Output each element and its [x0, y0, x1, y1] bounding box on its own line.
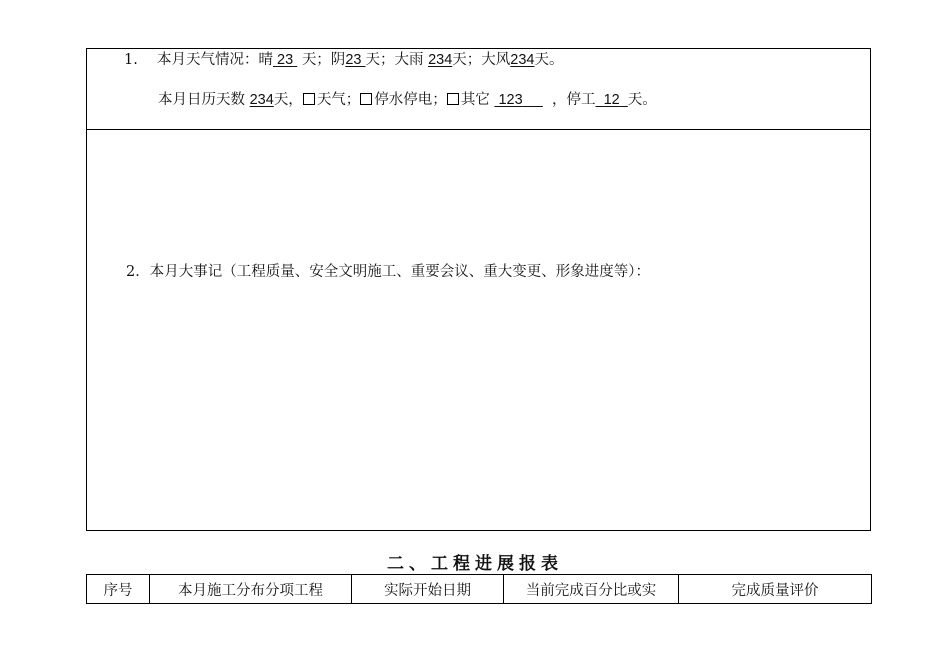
- other-checkbox-label: 其它: [460, 92, 490, 108]
- weather-wind-label: 天；大风: [452, 52, 511, 68]
- cloudy-days-value[interactable]: 23: [345, 52, 362, 68]
- weather-rain-label: 天；大雨: [365, 52, 424, 68]
- progress-section-title: 二、工程进展报表: [387, 554, 563, 574]
- column-header-completion: 当前完成百分比或实: [504, 575, 679, 604]
- calendar-after-days-label: 天，: [273, 92, 303, 108]
- weather-line: [124, 51, 564, 69]
- weather-sunny-label: 本月天气情况：晴: [157, 52, 273, 68]
- outage-checkbox[interactable]: [360, 93, 372, 105]
- stop-work-end-label: 天。: [627, 92, 657, 108]
- sunny-days-value[interactable]: 23: [277, 52, 294, 68]
- column-header-serial: 序号: [87, 575, 150, 604]
- weather-end-label: 天。: [534, 52, 564, 68]
- progress-table-header-row: [87, 575, 872, 604]
- column-header-quality: 完成质量评价: [679, 575, 872, 604]
- events-label: 2．本月大事记（工程质量、安全文明施工、重要会议、重大变更、形象进度等）：: [126, 264, 650, 280]
- other-reason-value[interactable]: 123: [498, 92, 523, 108]
- events-section-box[interactable]: [86, 129, 871, 531]
- column-header-subproject: 本月施工分布分项工程: [150, 575, 352, 604]
- calendar-line: [158, 91, 657, 109]
- other-checkbox[interactable]: [447, 93, 459, 105]
- stop-work-days-value[interactable]: 12: [603, 92, 620, 108]
- weather-checkbox-label: 天气；: [316, 92, 361, 108]
- heavy-rain-days-value[interactable]: 234: [428, 52, 453, 68]
- weather-item-number: 1.: [124, 52, 138, 68]
- outage-checkbox-label: 停水停电；: [374, 92, 447, 108]
- calendar-days-label: 本月日历天数: [158, 92, 245, 108]
- stop-work-label: ，停工: [552, 92, 596, 108]
- strong-wind-days-value[interactable]: 234: [510, 52, 535, 68]
- calendar-days-value[interactable]: 234: [249, 92, 274, 108]
- weather-cloudy-label: 天；阴: [301, 52, 346, 68]
- column-header-start-date: 实际开始日期: [352, 575, 504, 604]
- progress-table: [86, 574, 872, 604]
- weather-checkbox[interactable]: [303, 93, 315, 105]
